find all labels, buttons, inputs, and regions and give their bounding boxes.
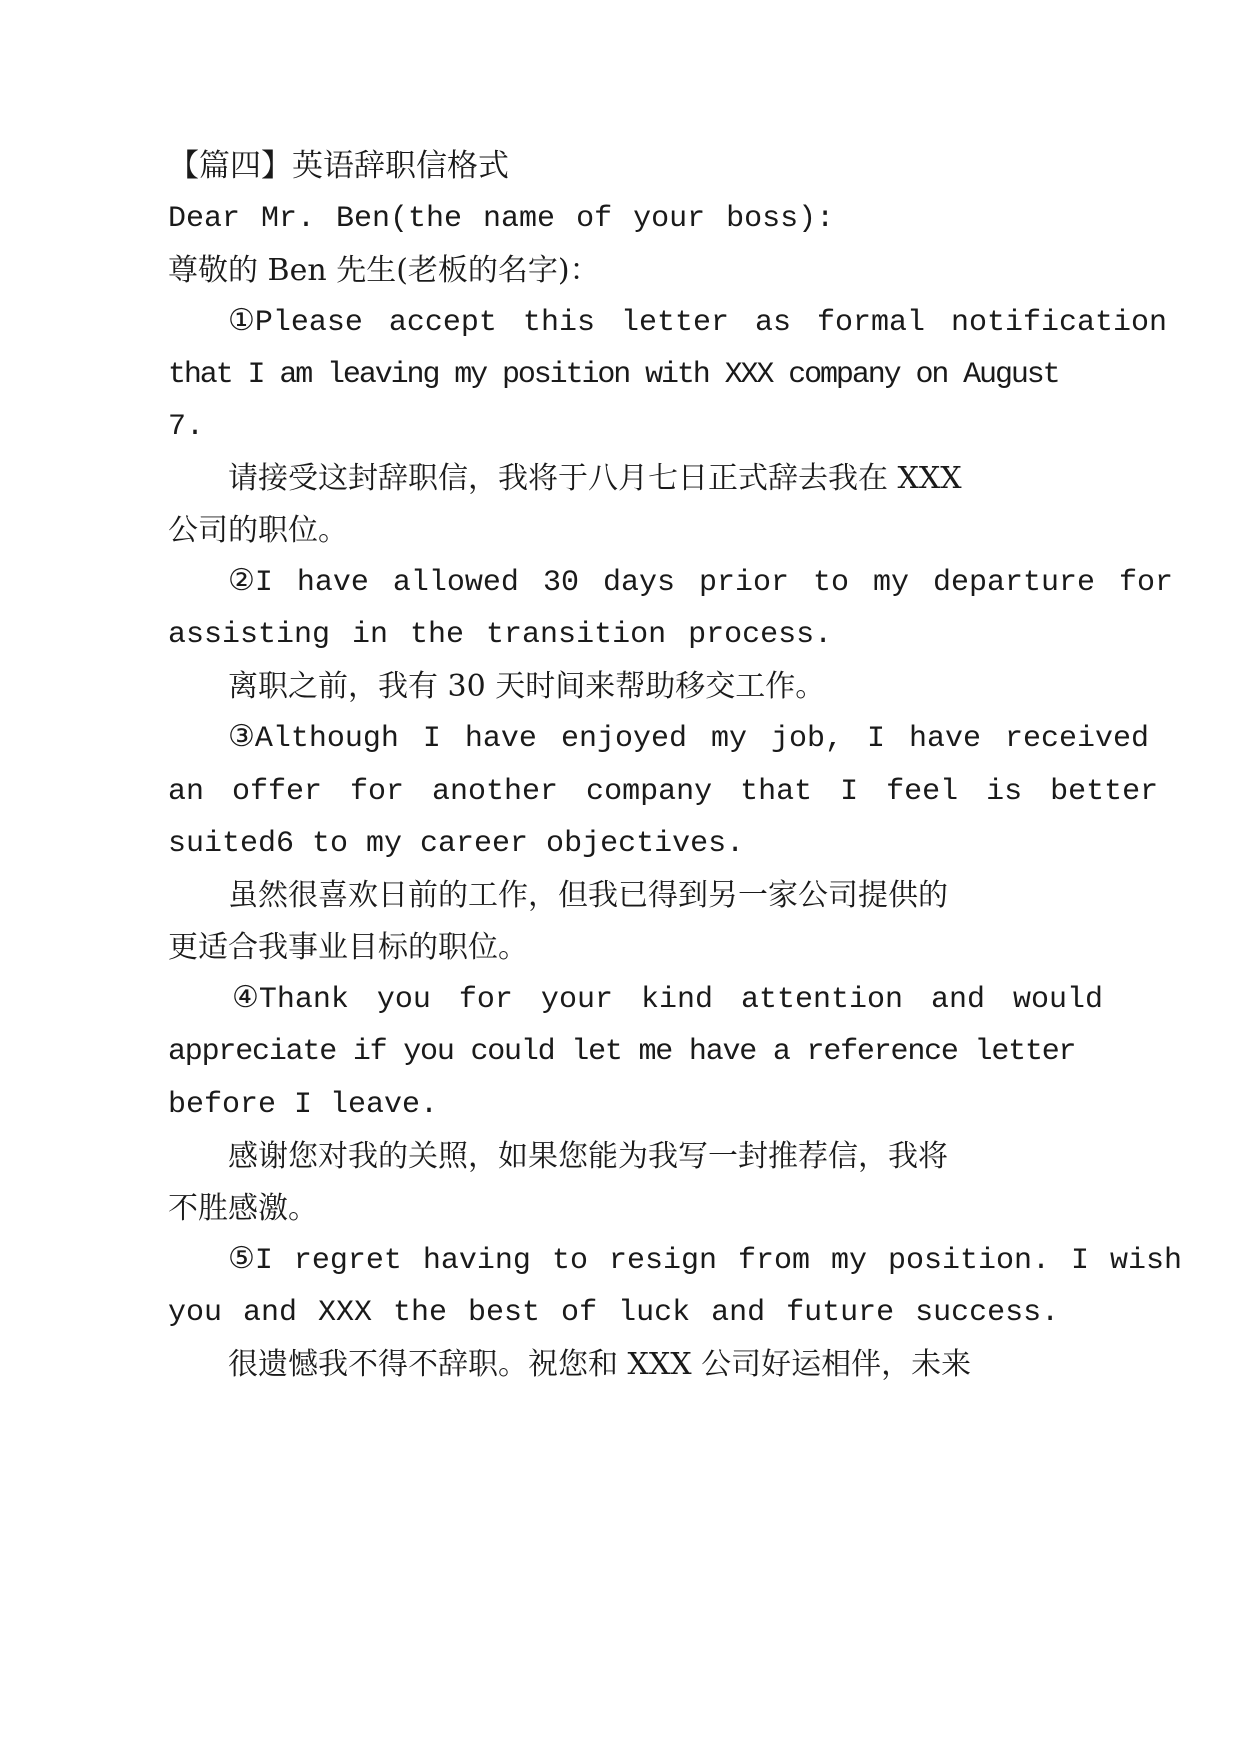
paragraph-2-english-line-2: assisting in the transition process.: [168, 618, 833, 652]
paragraph-1-english-line-3: 7.: [168, 410, 205, 444]
paragraph-1-chinese-line-2: 公司的职位。: [168, 513, 348, 548]
paragraph-2-english-line-1: ②I have allowed 30 days prior to my departure for: [228, 566, 1174, 600]
paragraph-1-chinese-line-1: 请接受这封辞职信，我将于八月七日正式辞去我在 XXX: [228, 461, 962, 496]
document-heading: 【篇四】英语辞职信格式: [168, 148, 509, 184]
paragraph-3-english-line-3: suited6 to my career objectives.: [168, 827, 745, 861]
paragraph-4-english-line-2: appreciate if you could let me have a reference letter: [168, 1035, 1076, 1069]
paragraph-4-chinese-line-2: 不胜感激。: [168, 1191, 318, 1226]
paragraph-3-english-line-2: an offer for another company that I feel is better: [168, 775, 1159, 809]
paragraph-1-english-line-1: ①Please accept this letter as formal notification: [228, 306, 1168, 340]
paragraph-5-english-line-2: you and XXX the best of luck and future success.: [168, 1296, 1060, 1330]
paragraph-2-chinese-line-1: 离职之前，我有 30 天时间来帮助移交工作。: [228, 669, 826, 704]
paragraph-3-chinese-line-2: 更适合我事业目标的职位。: [168, 930, 528, 965]
paragraph-5-chinese-line-1: 很遗憾我不得不辞职。祝您和 XXX 公司好运相伴，未来: [228, 1347, 972, 1382]
paragraph-3-chinese-line-1: 虽然很喜欢日前的工作，但我已得到另一家公司提供的: [228, 878, 948, 913]
salutation-english: Dear Mr. Ben(the name of your boss):: [168, 202, 835, 236]
paragraph-4-english-line-1: ④Thank you for your kind attention and would: [232, 983, 1104, 1017]
paragraph-4-english-line-3: before I leave.: [168, 1088, 439, 1122]
paragraph-5-english-line-1: ⑤I regret having to resign from my position. I wish: [228, 1244, 1183, 1278]
salutation-chinese: 尊敬的 Ben 先生(老板的名字)：: [168, 253, 600, 288]
paragraph-3-english-line-1: ③Although I have enjoyed my job, I have received: [228, 722, 1150, 756]
paragraph-4-chinese-line-1: 感谢您对我的关照，如果您能为我写一封推荐信，我将: [228, 1139, 948, 1174]
paragraph-1-english-line-2: that I am leaving my position with XXX company on August: [168, 358, 1059, 392]
